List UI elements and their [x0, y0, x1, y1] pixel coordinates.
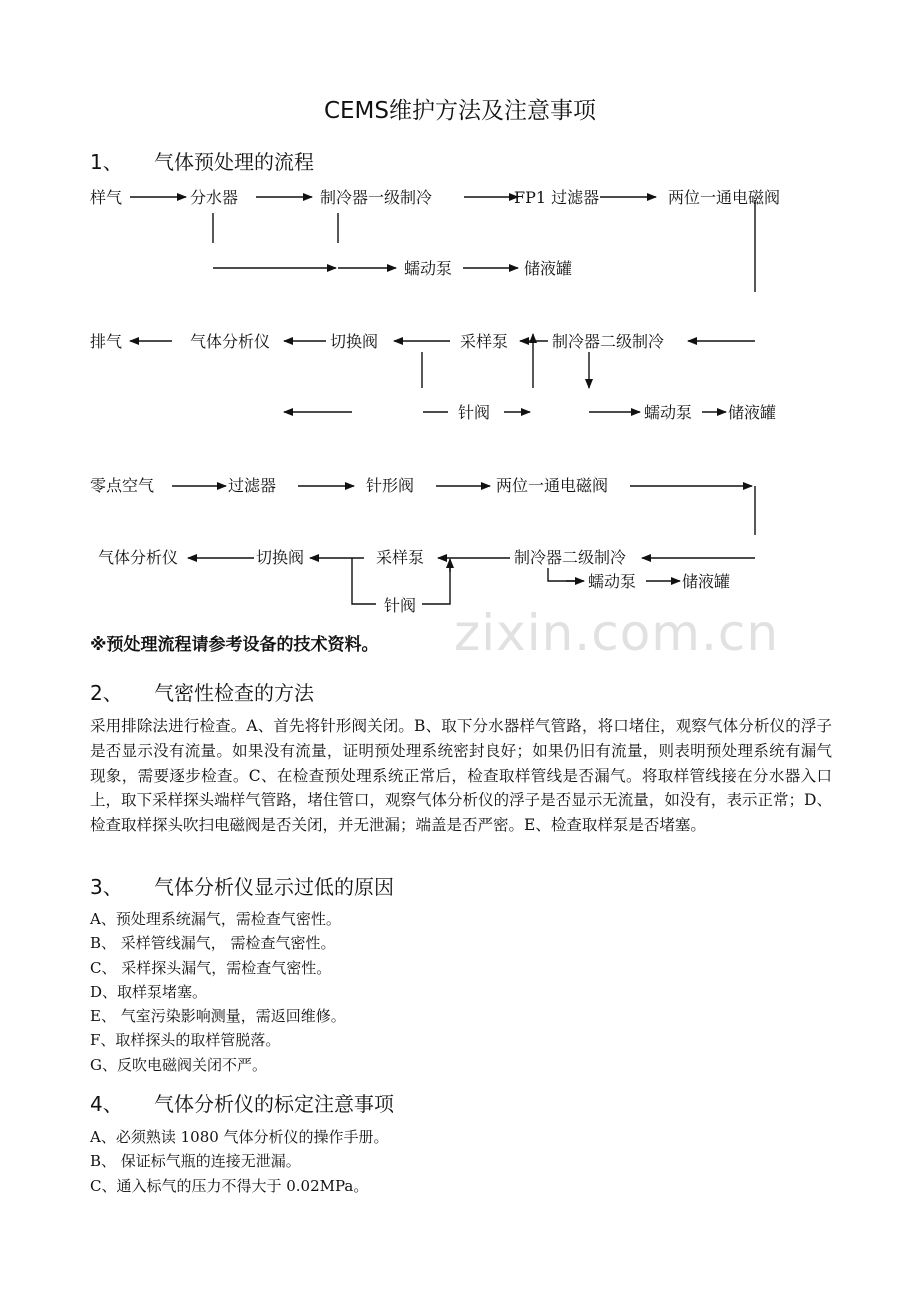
- section-number: 2、: [90, 681, 123, 705]
- section-title: 气体预处理的流程: [154, 150, 314, 174]
- list-item: F、取样探头的取样管脱落。: [90, 1031, 281, 1050]
- section-title: 气密性检查的方法: [154, 681, 314, 705]
- node-switch-valve-2: 切换阀: [256, 548, 305, 567]
- section-number: 4、: [90, 1092, 123, 1116]
- list-item: D、取样泵堵塞。: [90, 982, 208, 1001]
- section-3-list: [90, 907, 832, 1077]
- node-chiller-2: 制冷器二级制冷: [552, 332, 665, 351]
- node-needle-valve-2: 针阀: [384, 596, 417, 615]
- section-4-list: [90, 1125, 832, 1198]
- watermark: zixin.com.cn: [454, 604, 780, 662]
- node-splitter: 分水器: [190, 188, 239, 207]
- section-2-heading: [90, 677, 314, 706]
- node-valve-2way-1: 两位一通电磁阀: [668, 188, 781, 207]
- node-peristaltic-pump-2: 蠕动泵: [644, 403, 693, 422]
- node-valve-2way-2: 两位一通电磁阀: [496, 476, 609, 495]
- list-item: A、预处理系统漏气，需检查气密性。: [90, 910, 341, 928]
- node-needle-valve-1: 针阀: [458, 403, 491, 422]
- node-chiller-1: 制冷器一级制冷: [320, 188, 433, 207]
- node-zero-air: 零点空气: [90, 476, 155, 495]
- list-item: C、 采样探头漏气，需检查气密性。: [90, 958, 332, 977]
- node-peristaltic-pump-1: 蠕动泵: [404, 259, 453, 278]
- node-chiller-2b: 制冷器二级制冷: [514, 548, 627, 567]
- node-peristaltic-pump-3: 蠕动泵: [588, 572, 637, 591]
- node-filter-2: 过滤器: [228, 476, 277, 495]
- section-2-body: 采用排除法进行检查。A、首先将针形阀关闭。B、取下分水器样气管路，将口堵住，观察气体分析仪的浮子是否显示没有流量。如果没有流量，证明预处理系统密封良好；如果仍旧有流量，则表明预处理系统有漏气现象，需要逐步检查。C、在检查预处理系统正常后，检查取样管线是否漏气。将取样管线接在分水器入口上，取下采样探头端样气管路，堵住管口，观察气体分析仪的浮子是否显示无流量，如没有，表示正常；D、检查取样探头吹扫电磁阀是否关闭，并无泄漏；端盖是否严密。E、检查取样泵是否堵塞。: [90, 717, 832, 835]
- node-exhaust: 排气: [90, 332, 123, 351]
- drain-line: [548, 568, 580, 581]
- node-tank-2: 储液罐: [728, 403, 777, 422]
- pretreatment-flow-diagram: [0, 0, 920, 640]
- node-sample-pump-2: 采样泵: [376, 548, 425, 567]
- bypass-line: [422, 568, 450, 604]
- section-title: 气体分析仪的标定注意事项: [154, 1092, 394, 1116]
- list-item: E、 气室污染影响测量，需返回维修。: [90, 1007, 346, 1026]
- list-item: B、 采样管线漏气， 需检查气密性。: [90, 934, 336, 953]
- node-sample-gas: 样气: [90, 188, 123, 207]
- node-analyzer-1: 气体分析仪: [190, 332, 271, 351]
- node-fp1-filter: FP1 过滤器: [514, 188, 600, 207]
- node-needle-shaped-valve: 针形阀: [366, 476, 415, 495]
- list-item: C、通入标气的压力不得大于 0.02MPa。: [90, 1176, 369, 1195]
- page-title: CEMS维护方法及注意事项: [323, 98, 597, 124]
- reference-note: ※预处理流程请参考设备的技术资料。: [90, 635, 379, 655]
- node-tank-3: 储液罐: [682, 572, 731, 591]
- node-sample-pump-1: 采样泵: [460, 332, 509, 351]
- node-analyzer-2: 气体分析仪: [98, 548, 179, 567]
- section-3-heading: [90, 871, 394, 900]
- section-4-heading: [90, 1088, 394, 1117]
- list-item: B、 保证标气瓶的连接无泄漏。: [90, 1152, 301, 1171]
- section-number: 3、: [90, 875, 123, 899]
- bypass-line: [352, 558, 376, 604]
- node-switch-valve-1: 切换阀: [330, 332, 379, 351]
- section-title: 气体分析仪显示过低的原因: [154, 875, 394, 899]
- node-tank-1: 储液罐: [524, 259, 573, 278]
- list-item: A、必须熟读 1080 气体分析仪的操作手册。: [90, 1128, 389, 1146]
- list-item: G、反吹电磁阀关闭不严。: [90, 1055, 267, 1074]
- section-number: 1、: [90, 150, 123, 174]
